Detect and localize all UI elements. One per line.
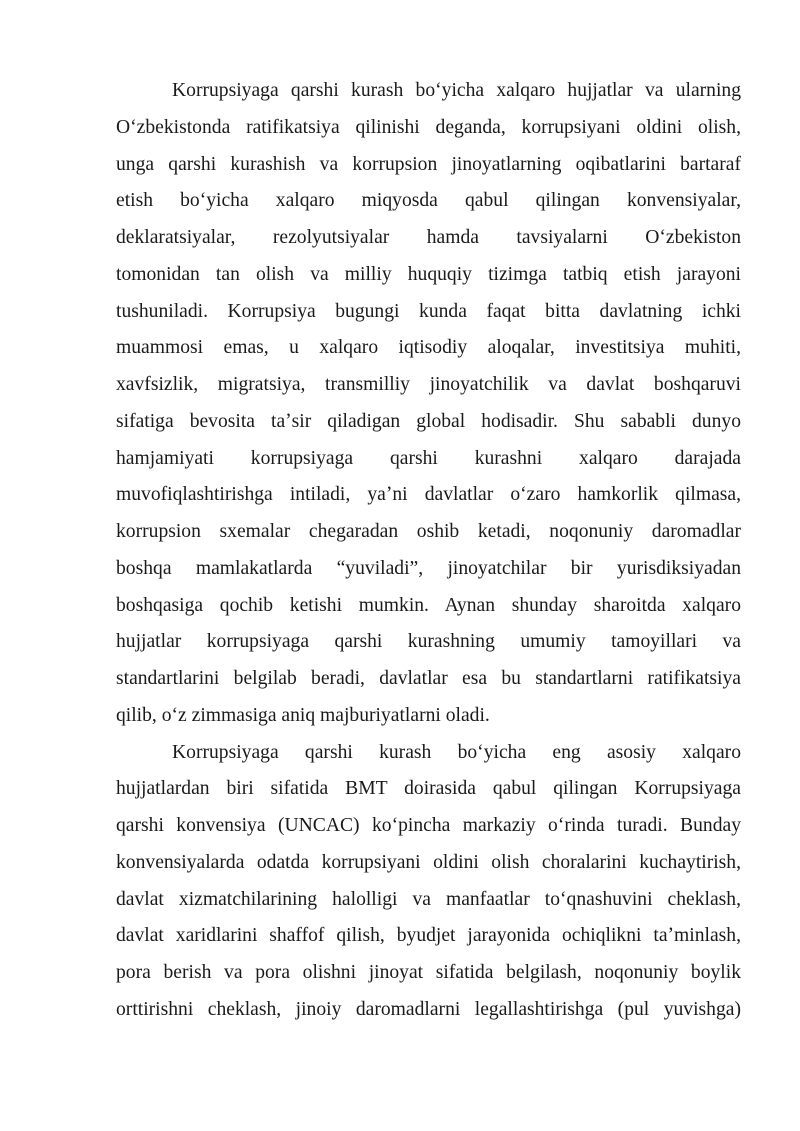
text-line: boshqa mamlakatlarda “yuviladi”, jinoyatchilar bir yurisdiksiyadan xyxy=(116,557,741,579)
text-line: Korrupsiyaga qarshi kurash boʻyicha xalqaro hujjatlar va ularning xyxy=(172,80,741,101)
text-line: korrupsion sxemalar chegaradan oshib ketadi, noqonuniy daromadlar xyxy=(116,521,741,542)
text-line: tomonidan tan olish va milliy huquqiy tizimga tatbiq etish jarayoni xyxy=(116,263,741,285)
text-line: etish boʻyicha xalqaro miqyosda qabul qilingan konvensiyalar, xyxy=(116,190,741,212)
text-line: unga qarshi kurashish va korrupsion jinoyatlarning oqibatlarini bartaraf xyxy=(116,153,741,175)
text-line: muvofiqlashtirishga intiladi, yaʼni davlatlar oʻzaro hamkorlik qilmasa, xyxy=(116,484,741,506)
text-line: muammosi emas, u xalqaro iqtisodiy aloqalar, investitsiya muhiti, xyxy=(116,337,741,359)
text-line: orttirishni cheklash, jinoiy daromadlarni legallashtirishga (pul yuvishga) xyxy=(116,998,741,1020)
text-line: Korrupsiyaga qarshi kurash boʻyicha eng asosiy xalqaro xyxy=(172,741,741,763)
text-line: qilib, oʻz zimmasiga aniq majburiyatlarni oladi. xyxy=(116,704,490,726)
text-line: tushuniladi. Korrupsiya bugungi kunda faqat bitta davlatning ichki xyxy=(116,300,741,322)
text-line: Oʻzbekistonda ratifikatsiya qilinishi deganda, korrupsiyani oldini olish, xyxy=(116,116,741,138)
text-line: deklaratsiyalar, rezolyutsiyalar hamda tavsiyalarni Oʻzbekiston xyxy=(116,227,741,248)
text-line: boshqasiga qochib ketishi mumkin. Aynan shunday sharoitda xalqaro xyxy=(116,594,741,616)
document-body xyxy=(116,73,741,1029)
text-line: hujjatlar korrupsiyaga qarshi kurashning umumiy tamoyillari va xyxy=(116,631,741,653)
text-line: hujjatlardan biri sifatida BMT doirasida qabul qilingan Korrupsiyaga xyxy=(116,778,741,800)
text-line: konvensiyalarda odatda korrupsiyani oldini olish choralarini kuchaytirish, xyxy=(116,851,741,873)
text-line: qarshi konvensiya (UNCAC) koʻpincha markaziy oʻrinda turadi. Bunday xyxy=(116,815,741,836)
text-line: sifatiga bevosita taʼsir qiladigan global hodisadir. Shu sababli dunyo xyxy=(116,410,741,432)
text-line: hamjamiyati korrupsiyaga qarshi kurashni xalqaro darajada xyxy=(116,447,741,469)
text-line: standartlarini belgilab beradi, davlatlar esa bu standartlarni ratifikatsiya xyxy=(116,668,741,689)
text-line: davlat xizmatchilarining halolligi va manfaatlar toʻqnashuvini cheklash, xyxy=(116,888,741,910)
text-line: xavfsizlik, migratsiya, transmilliy jinoyatchilik va davlat boshqaruvi xyxy=(116,374,741,395)
text-line: davlat xaridlarini shaffof qilish, byudjet jarayonida ochiqlikni taʼminlash, xyxy=(116,925,741,947)
paragraph-2 xyxy=(116,735,741,1029)
paragraph-1 xyxy=(116,73,741,735)
text-line: pora berish va pora olishni jinoyat sifatida belgilash, noqonuniy boylik xyxy=(116,962,741,983)
